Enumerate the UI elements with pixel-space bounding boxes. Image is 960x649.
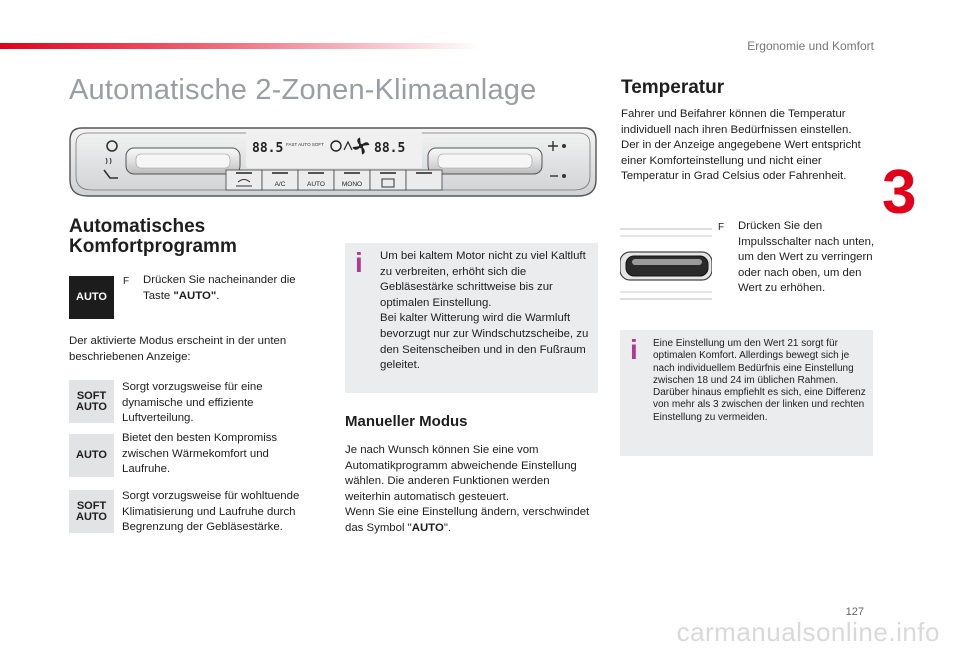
panel-buttons [226,170,442,190]
auto-badge: AUTO [69,276,114,319]
climate-control-panel-illustration [68,124,598,200]
temperature-note [620,330,873,456]
info-note-text: Um bei kaltem Motor nicht zu viel Kaltluft zu verbreiten, erhöht sich die Gebläsestärke schrittweise bis zur optimalen Einstellung. Bei kalter Witterung wird die Warmluft bevorzugt nur zur Windschutzscheibe, zu den Seitenscheiben und in den Fußraum geleitet. [380,250,589,372]
step-marker: F [718,222,725,233]
auto-mode-badge: AUTO [69,434,114,477]
chapter-title: Ergonomie und Komfort [747,39,874,53]
step-marker: F [123,276,130,287]
soft-auto-badge: SOFT AUTO [69,380,114,423]
temperature-heading: Temperatur [621,77,725,98]
ac-button-label: A/C [274,181,286,188]
info-note [345,243,598,393]
chapter-number: 3 [882,158,917,227]
display-temperature-left: 88.5 [252,141,284,156]
page-number: 127 [845,606,864,618]
temperature-switch-illustration [620,226,712,302]
soft-auto-badge: SOFT AUTO [69,490,114,533]
watermark: carmanualsonline.info [676,617,940,647]
temperature-note-text: Eine Einstellung um den Wert 21 sorgt für optimalen Komfort. Allerdings bewegt sich je nach individuellem Bedürfnis eine Einstellung zwischen 18 und 24 im üblichen Rahmen. Darüber hinaus empfiehlt es sich, eine Differenz von mehr als 3 zwischen der linken und rechten Einstellung zu vermeiden. [653,338,866,423]
auto-step: F Drücken Sie nacheinander die Taste "AUTO". [123,273,323,304]
temperature-step: F Drücken Sie den Impulsschalter nach unten, um den Wert zu verringern oder nach oben, um den Wert zu erhöhen. [718,219,878,297]
display-temperature-right: 88.5 [374,141,406,156]
header-accent-bar [0,43,480,49]
info-icon: i [355,247,363,278]
auto-intro: Der aktivierte Modus erscheint in der unten beschriebenen Anzeige: [69,335,287,363]
mode-description: Sorgt vorzugsweise für wohltuende Klimatisierung und Laufruhe durch Begrenzung der Gebläsestärke. [122,490,300,534]
info-icon: i [630,334,638,365]
manual-text: Je nach Wunsch können Sie eine vom Automatikprogramm abweichende Einstellung wählen. Die anderen Funktionen werden weiterhin automatisch gesteuert. Wenn Sie eine Einstellung ändern, verschwindet das Symbol "AUTO". [345,444,590,534]
auto-button-label: AUTO [307,181,325,188]
mode-description: Sorgt vorzugsweise für eine dynamische und effiziente Luftverteilung. [122,381,263,425]
display-mode-text: FAST AUTO SOFT [286,142,324,147]
manual-heading: Manueller Modus [345,413,468,430]
mode-description: Bietet den besten Kompromiss zwischen Wärmekomfort und Laufruhe. [122,432,278,476]
auto-program-heading: Automatisches Komfortprogramm [69,216,237,257]
mono-button-label: MONO [341,181,363,188]
temperature-text: Fahrer und Beifahrer können die Temperatur individuell nach ihren Bedürfnissen einstellen. Der in der Anzeige angegebene Wert entspricht einer Komforteinstellung und nicht einer Temperatur in Grad Celsius oder Fahrenheit. [621,108,861,183]
page-title: Automatische 2-Zonen-Klimaanlage [69,74,537,106]
